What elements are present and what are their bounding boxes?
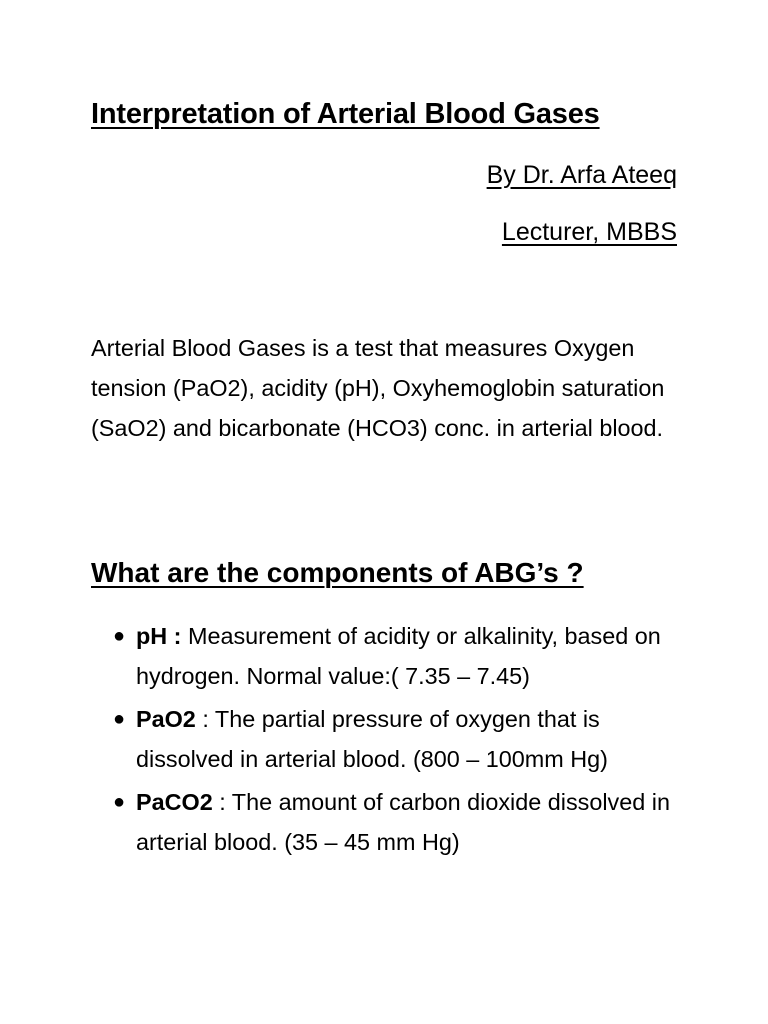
component-description: Measurement of acidity or alkalinity, based on hydrogen. Normal value:( 7.35 – 7.45) bbox=[136, 623, 661, 689]
components-list bbox=[91, 616, 691, 865]
component-description: : The partial pressure of oxygen that is dissolved in arterial blood. (800 – 100mm Hg) bbox=[136, 706, 608, 772]
document-title: Interpretation of Arterial Blood Gases bbox=[91, 98, 600, 130]
bullet-icon: ● bbox=[113, 625, 126, 647]
list-item bbox=[91, 616, 691, 696]
component-term: PaCO2 bbox=[136, 789, 213, 815]
component-description: : The amount of carbon dioxide dissolved in arterial blood. (35 – 45 mm Hg) bbox=[136, 789, 670, 855]
component-term: PaO2 bbox=[136, 706, 196, 732]
list-item bbox=[91, 699, 691, 779]
bullet-icon: ● bbox=[113, 791, 126, 813]
author-role: Lecturer, MBBS bbox=[501, 218, 677, 246]
component-term: pH : bbox=[136, 623, 182, 649]
list-item bbox=[91, 782, 691, 862]
author-name: By Dr. Arfa Ateeq bbox=[486, 161, 677, 189]
bullet-icon: ● bbox=[113, 708, 126, 730]
section-heading: What are the components of ABG’s ? bbox=[91, 557, 584, 588]
intro-paragraph: Arterial Blood Gases is a test that measures Oxygen tension (PaO2), acidity (pH), Oxyhemoglobin saturation (SaO2) and bicarbonate (HCO3) conc. in arterial blood. bbox=[91, 335, 665, 441]
